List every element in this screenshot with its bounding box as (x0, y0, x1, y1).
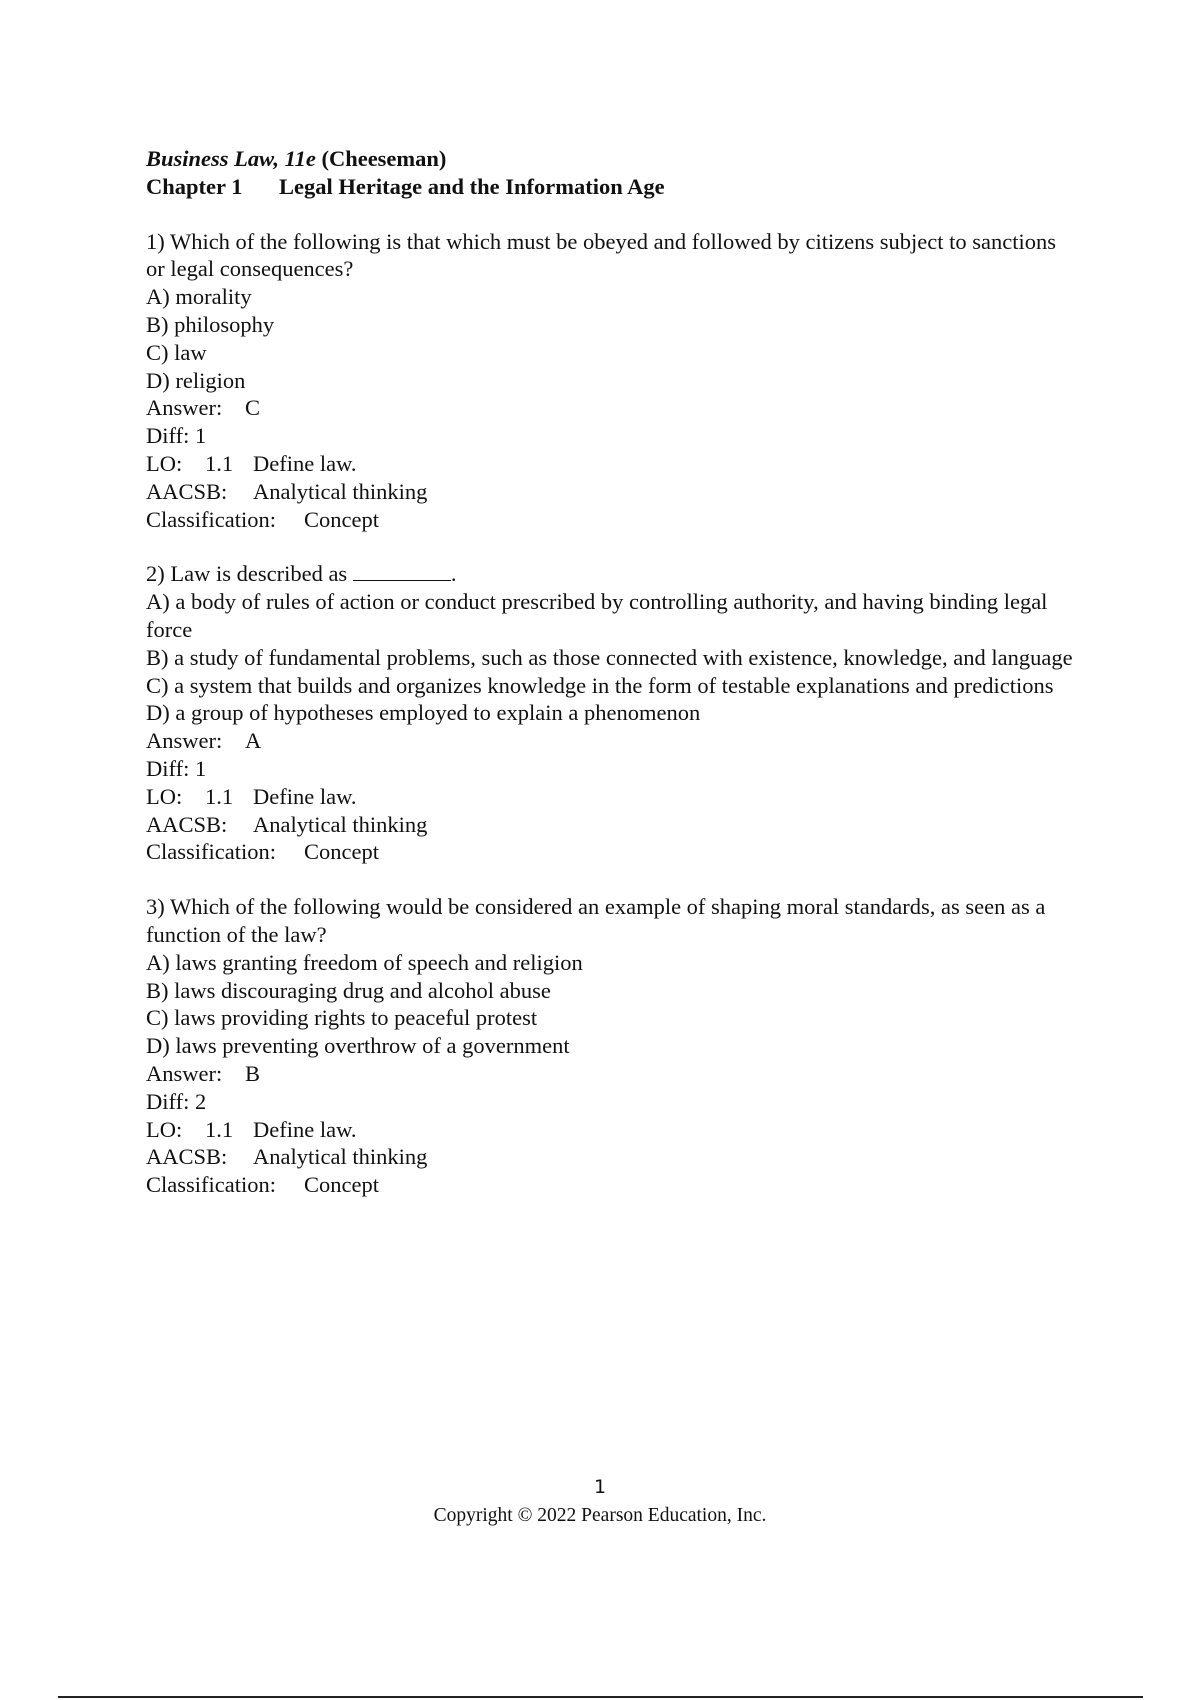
choice-a: A) a body of rules of action or conduct prescribed by controlling authority, and having binding legal force (146, 589, 1048, 642)
chapter-label: Chapter 1 (146, 173, 243, 199)
chapter-title: Legal Heritage and the Information Age (279, 173, 665, 199)
choice-d: D) a group of hypotheses employed to explain a phenomenon (146, 700, 701, 726)
aacsb-value: Analytical thinking (253, 1144, 428, 1170)
lo-label: LO: (146, 1116, 183, 1142)
answer-label: Answer: (146, 395, 223, 421)
classification-line (146, 838, 1076, 866)
choice-d: D) laws preventing overthrow of a government (146, 1033, 570, 1059)
difficulty-line: Diff: 1 (146, 423, 207, 449)
question-3 (146, 893, 1076, 1199)
aacsb-value: Analytical thinking (253, 811, 428, 837)
lo-line (146, 1116, 1076, 1144)
chapter-heading (146, 173, 1076, 201)
choice-b: B) laws discouraging drug and alcohol abuse (146, 977, 551, 1003)
lo-text: Define law. (253, 450, 357, 476)
bottom-divider (58, 1696, 1143, 1698)
answer-value: A (245, 728, 262, 754)
document-page (146, 145, 1076, 1199)
classification-value: Concept (304, 506, 379, 532)
lo-text: Define law. (253, 1116, 357, 1142)
aacsb-label: AACSB: (146, 811, 228, 837)
lo-text: Define law. (253, 783, 357, 809)
question-text: 2) Law is described as . (146, 561, 457, 587)
answer-line (146, 727, 1076, 755)
book-title-line (146, 145, 1076, 173)
aacsb-value: Analytical thinking (253, 478, 428, 504)
classification-line (146, 506, 1076, 534)
choice-b: B) a study of fundamental problems, such as those connected with existence, knowledge, and language (146, 644, 1073, 670)
answer-value: B (245, 1060, 261, 1086)
choice-d: D) religion (146, 367, 246, 393)
lo-label: LO: (146, 450, 183, 476)
aacsb-line (146, 478, 1076, 506)
classification-line (146, 1171, 1076, 1199)
book-author: (Cheeseman) (321, 146, 447, 171)
difficulty-line: Diff: 2 (146, 1088, 207, 1114)
answer-line (146, 1060, 1076, 1088)
answer-value: C (245, 395, 261, 421)
question-2 (146, 560, 1076, 866)
answer-line (146, 394, 1076, 422)
classification-label: Classification: (146, 839, 276, 865)
aacsb-label: AACSB: (146, 478, 228, 504)
choice-c: C) laws providing rights to peaceful protest (146, 1005, 538, 1031)
lo-line (146, 450, 1076, 478)
aacsb-label: AACSB: (146, 1144, 228, 1170)
difficulty-line: Diff: 1 (146, 755, 207, 781)
classification-label: Classification: (146, 1172, 276, 1198)
lo-line (146, 783, 1076, 811)
choice-a: A) morality (146, 284, 252, 310)
question-1 (146, 228, 1076, 534)
answer-label: Answer: (146, 1060, 223, 1086)
page-number: 1 (593, 1476, 607, 1498)
copyright-notice: Copyright © 2022 Pearson Education, Inc. (433, 1505, 767, 1526)
classification-value: Concept (304, 1172, 379, 1198)
book-title: Business Law, 11e (146, 146, 316, 171)
answer-blank (353, 560, 451, 581)
choice-c: C) law (146, 339, 207, 365)
classification-value: Concept (304, 839, 379, 865)
lo-number: 1.1 (205, 450, 234, 476)
question-text: 3) Which of the following would be considered an example of shaping moral standards, as seen as a function of the law? (146, 894, 1046, 947)
question-text: 1) Which of the following is that which must be obeyed and followed by citizens subject to sanctions or legal consequences? (146, 228, 1057, 282)
lo-number: 1.1 (205, 1116, 234, 1142)
aacsb-line (146, 1143, 1076, 1171)
lo-number: 1.1 (205, 783, 234, 809)
classification-label: Classification: (146, 506, 276, 532)
choice-c: C) a system that builds and organizes knowledge in the form of testable explanations and predictions (146, 672, 1054, 698)
choice-b: B) philosophy (146, 311, 275, 337)
aacsb-line (146, 811, 1076, 839)
choice-a: A) laws granting freedom of speech and religion (146, 949, 583, 975)
answer-label: Answer: (146, 728, 223, 754)
lo-label: LO: (146, 783, 183, 809)
